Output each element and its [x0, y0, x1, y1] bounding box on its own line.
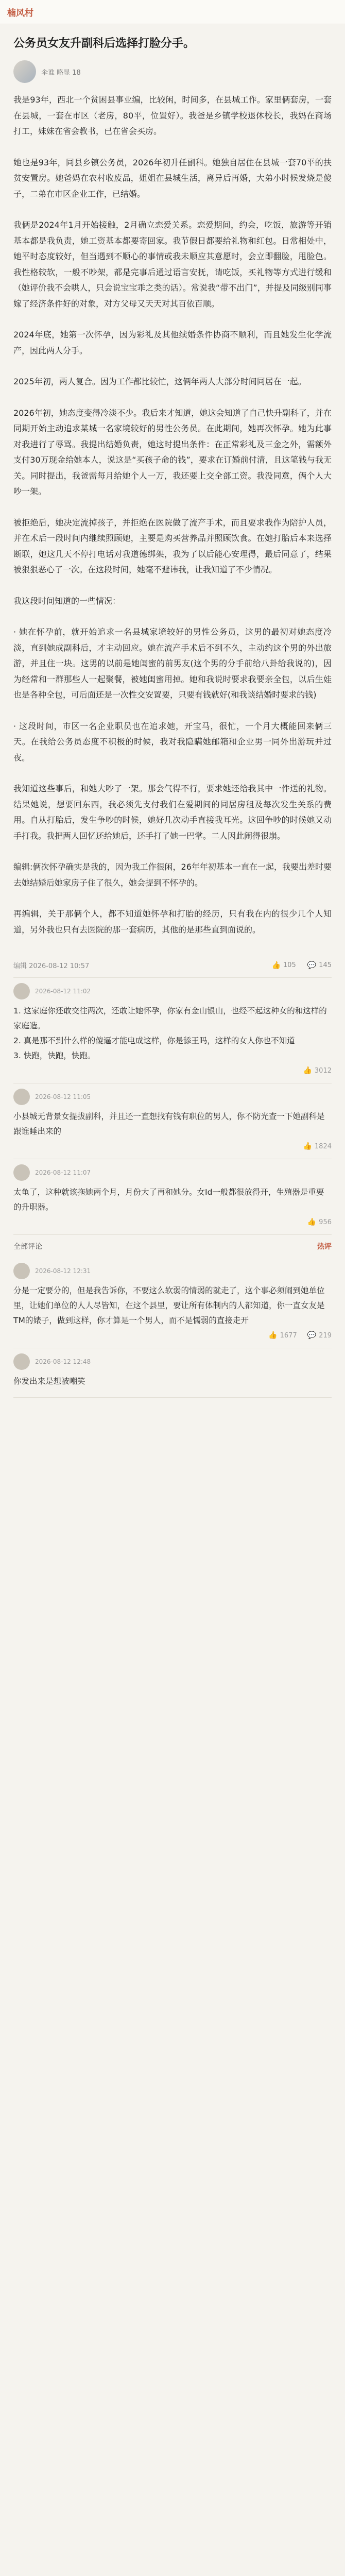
author-row[interactable]	[13, 60, 332, 83]
post-time: 2026-08-12 10:57	[29, 962, 90, 970]
post-paragraph: 我知道这些事后，和她大吵了一架。那会气得不行，要求她还给我其中一件送的礼物。结果她说，想要回东西，我必须先支付我们在爱期间的同居房租及每次发生关系的费用。自从打胎后，发生争吵的时候，她好几次动手直接我耳光。这回争吵的时候她又动手打我。我把两人回忆还给她后，还手打了她一巴掌。二人因此闹得很崩。	[13, 784, 332, 841]
thumb-up-icon: 👍	[303, 1066, 312, 1075]
comment-header	[13, 983, 332, 999]
thumb-up-icon: 👍	[303, 1142, 312, 1150]
post-paragraph: 2024年底，她第一次怀孕，因为彩礼及其他续婚条件协商不顺利，而且她发生化学流产，因此两人分手。	[13, 330, 332, 355]
comment-actions	[13, 1142, 332, 1150]
all-comments-label: 全部评论	[13, 1243, 42, 1251]
comment-like-button[interactable]	[303, 1066, 332, 1075]
post-body	[13, 92, 332, 938]
post-paragraph: 2025年初，两人复合。因为工作都比较忙，这俩年两人大部分时间同居在一起。	[13, 377, 306, 386]
comment-actions	[13, 1331, 332, 1340]
commenter-avatar[interactable]	[13, 983, 30, 999]
post-paragraph: 她也是93年，同县乡镇公务员，2026年初升任副科。她独自居住在县城一套70平的扶贫安置房。她爸妈在农村收废品，姐姐在县城生活，离异后再婚，大弟小时候发烧是傻子，二弟在市区企业工作，已结婚。	[13, 157, 332, 199]
thumb-up-icon: 👍	[268, 1331, 278, 1340]
comment-reply-count: 219	[319, 1331, 332, 1340]
post-paragraph: · 她在怀孕前，就开始追求一名县城家境较好的男性公务员，这男的最初对她态度冷淡，直到她成副科后，才主动回应。她在流产手术后不到不久，主动约这个男的外出旅游，并且住一块。这男的以前是她闺蜜的前男友(这个男的分手前给八卦给我说的)，因为经常和一群那些人一起聚餐，被她闺蜜用掉。她和我说时要求我要亲全包，以后生娃也是各种全包，可后面还是一次性交安置要，只要有钱就好(和我谈结婚时要求的钱)	[13, 627, 332, 700]
comment-icon: 💬	[307, 1331, 317, 1340]
comment-item	[13, 978, 332, 1083]
post-paragraph: 2026年初，她态度变得冷淡不少。我后来才知道，她这会知道了自己快升副科了，并在同期开始主动追求某城一名家境较好的男性公务员。在此期间，她再次怀孕。她为此事对我进行了辱骂。我提出结婚负责，她这时提出条件：在正常彩礼及三金之外，需额外支付30万现金给她本人，说这是“买孩子命的钱”，要求在订婚前付清，且这笔钱与我无关。同时提出，我爸需每月给她个人一万，我还要上交全部工资。我没同意，俩个人大吵一架。	[13, 408, 332, 496]
comment-header	[13, 1353, 332, 1370]
comment-text: 1. 这家庭你还敢交往两次，还敢让她怀孕，你家有金山银山，也经不起这种女的和这样的家庭造。 2. 真是那不到什么样的傻逼才能电成这样，你是舔王吗，这样的女人你也不知道 3. 快跑，快跑，快跑。	[13, 1006, 327, 1060]
comment-item	[13, 1258, 332, 1348]
author-name[interactable]: 伞谁 略显 18	[41, 69, 81, 77]
commenter-avatar[interactable]	[13, 1263, 30, 1279]
reply-count: 145	[319, 961, 332, 969]
post-paragraph: 编辑:俩次怀孕确实是我的，因为我工作很闲，26年年初基本一直在一起，我要出差时要去她结婚后她家房子住了很久，她会提到不怀孕的。	[13, 862, 332, 888]
comment-item	[13, 1159, 332, 1235]
comment-icon: 💬	[307, 961, 317, 970]
sort-hot-button[interactable]: 热评	[317, 1243, 332, 1251]
comment-header	[13, 1164, 332, 1181]
thumb-up-icon: 👍	[307, 1218, 317, 1226]
comment-time: 2026-08-12 12:31	[35, 1267, 91, 1275]
post-paragraph: · 这段时间，市区一名企业职员也在追求她，开宝马，很忙，一个月大概能回来俩三天。在我给公务员态度不积极的时候，我对我隐瞒她邮箱和企业男一同外出游玩并过夜。	[13, 721, 332, 762]
post-paragraph: 我是93年，西北一个贫困县事业编，比较闲，时间多，在县城工作。家里俩套房，一套在县城，一套在市区（老房，80平，位置好）。我爸是乡镇学校退休校长，我妈在商场打工，妹妹在省会教书，已在省会买房。	[13, 95, 332, 136]
comment-item	[13, 1348, 332, 1398]
comment-text: 你发出来是想被嘲笑	[13, 1377, 85, 1386]
comment-like-count: 3012	[314, 1066, 332, 1075]
comment-text: 分是一定要分的，但是我告诉你，不要这么软弱的情弱的就走了，这个事必须闹到她单位里，让她们单位的人人尽皆知，在这个县里，要让所有体制内的人都知道，你一直女友是TM的婊子，做到这样，你才算是一个男人，而不是懦弱的直接走开	[13, 1286, 325, 1325]
post-paragraph: 我俩是2024年1月开始接触，2月确立恋爱关系。恋爱期间，约会，吃饭，旅游等开销基本都是我负责，她工资基本都要寄回家。我节假日都要给礼物和红包。日常相处中，她平时态度较好，但当遇到不顺心的事情或我未顺应其意愿时，会立即翻脸，甩脸色。我性格较软，一般不吵架，都是完事后通过语言安抚，请吃饭，买礼物等方式进行缓和（她评价我不会哄人，只会说宝宝乖之类的话）。常说我“带不出门”，并提及同级别同事嫁了经济条件好的对象，对方父母又天天对其百依百顺。	[13, 220, 332, 309]
comment-sort-row	[13, 1235, 332, 1258]
post-actions	[271, 961, 332, 970]
author-avatar[interactable]	[13, 60, 36, 83]
comment-time: 2026-08-12 11:02	[35, 988, 91, 995]
like-button[interactable]	[271, 961, 296, 970]
comment-like-count: 1677	[280, 1331, 297, 1340]
post-container	[0, 36, 345, 1398]
post-paragraph: 我这段时间知道的一些情况：	[13, 596, 121, 606]
thumb-up-icon: 👍	[271, 961, 281, 970]
comment-like-button[interactable]	[307, 1218, 332, 1226]
comment-actions	[13, 1218, 332, 1226]
comment-time: 2026-08-12 12:48	[35, 1358, 91, 1365]
post-title: 公务员女友升副科后选择打脸分手。	[13, 37, 195, 50]
community-name[interactable]: 楠风村	[7, 8, 33, 19]
top-bar	[0, 0, 345, 24]
like-count: 105	[283, 961, 296, 969]
reply-button[interactable]	[307, 961, 332, 970]
comment-reply-button[interactable]	[307, 1331, 332, 1340]
post-paragraph: 被拒绝后，她决定流掉孩子，并拒绝在医院做了流产手术，而且要求我作为陪护人员，并在术后一段时间内继续照顾她，主要是购买营养品并照顾饮食。在她打胎后本来选择断联，她这几天不停打电话对我道德绑架，我为了以后能心安理得，最后同意了，结果被狠狠恶心了一次。在这段时间，她毫不避讳我，让我知道了不少情况。	[13, 517, 332, 574]
comment-text: 太龟了，这种就该拖她两个月，月份大了再和她分。女Id一般都很放得开，生殖器是重要的升职器。	[13, 1188, 324, 1212]
comment-time: 2026-08-12 11:05	[35, 1093, 91, 1100]
comment-text: 小县城无背景女提拔副科，并且还一直想找有钱有职位的男人，你不防光查一下她副科是跟谁睡出来的	[13, 1112, 325, 1136]
post-edit-time	[13, 960, 89, 970]
comment-like-count: 1824	[314, 1142, 332, 1150]
post-paragraph: 再编辑，关于那俩个人，都不知道她怀孕和打胎的经历，只有我在内的很少几个人知道，另外我也只有去医院的那一套病历，其他的是那些直到面说的。	[13, 909, 332, 935]
comment-like-count: 956	[319, 1218, 332, 1226]
commenter-avatar[interactable]	[13, 1164, 30, 1181]
comment-item	[13, 1083, 332, 1159]
post-action-bar	[13, 953, 332, 978]
comment-actions	[13, 1066, 332, 1075]
commenter-avatar[interactable]	[13, 1353, 30, 1370]
comment-header	[13, 1089, 332, 1105]
comment-like-button[interactable]	[268, 1331, 297, 1340]
comment-time: 2026-08-12 11:07	[35, 1169, 91, 1176]
comment-header	[13, 1263, 332, 1279]
edit-label: 编辑	[13, 962, 27, 970]
comment-like-button[interactable]	[303, 1142, 332, 1150]
commenter-avatar[interactable]	[13, 1089, 30, 1105]
